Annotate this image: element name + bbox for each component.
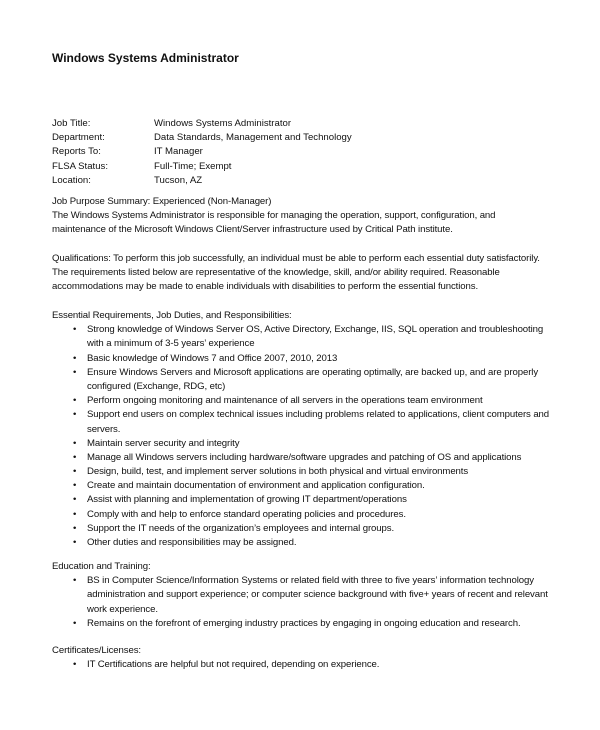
list-item-line: Manage all Windows servers including hardware/software upgrades and patching of OS and applications bbox=[87, 451, 522, 463]
list-item-line: Other duties and responsibilities may be assigned. bbox=[87, 537, 297, 548]
list-item bbox=[52, 465, 582, 479]
bullet-icon: • bbox=[73, 617, 77, 629]
list-item-line: IT Certifications are helpful but not required, depending on experience. bbox=[87, 659, 380, 671]
info-row bbox=[52, 131, 582, 145]
summary-line: Job Purpose Summary: Experienced (Non-Manager) bbox=[52, 196, 272, 207]
list-item-line: BS in Computer Science/Information Systems or related field with three to five years’ information technology bbox=[87, 575, 534, 587]
info-label: Location: bbox=[52, 174, 91, 186]
info-row bbox=[52, 174, 582, 188]
list-item bbox=[52, 574, 582, 617]
bullet-icon: • bbox=[73, 324, 77, 336]
bullet-icon: • bbox=[73, 366, 77, 378]
list-item bbox=[52, 408, 582, 436]
bullet-icon: • bbox=[73, 437, 77, 449]
info-label: Department: bbox=[52, 132, 105, 144]
list-item bbox=[52, 658, 582, 672]
info-row bbox=[52, 160, 582, 174]
info-label: Job Title: bbox=[52, 118, 91, 129]
education-list bbox=[52, 574, 582, 631]
list-item bbox=[52, 479, 582, 493]
list-item-line: Support end users on complex technical issues including problems related to applications, client computers and bbox=[87, 409, 550, 421]
list-item-line: Design, build, test, and implement server solutions in both physical and virtual environments bbox=[87, 466, 469, 478]
list-item bbox=[52, 394, 582, 408]
list-item bbox=[52, 437, 582, 451]
info-label: Reports To: bbox=[52, 146, 101, 158]
list-item-line: Basic knowledge of Windows 7 and Office 2007, 2010, 2013 bbox=[87, 352, 338, 364]
list-item-line: Support the IT needs of the organization’s employees and internal groups. bbox=[87, 522, 395, 534]
essential-section bbox=[52, 309, 582, 550]
list-item-line: Comply with and help to enforce standard operating policies and procedures. bbox=[87, 508, 406, 520]
bullet-icon: • bbox=[73, 508, 77, 520]
certificates-section bbox=[52, 644, 582, 672]
qualifications-line: Qualifications: To perform this job successfully, an individual must be able to perform each essential duty satisfactorily. bbox=[52, 253, 540, 264]
qualifications bbox=[52, 252, 582, 295]
essential-heading: Essential Requirements, Job Duties, and Responsibilities: bbox=[52, 310, 292, 321]
list-item-line: Perform ongoing monitoring and maintenance of all servers in the operations team environment bbox=[87, 395, 483, 407]
list-item-line: Remains on the forefront of emerging industry practices by engaging in ongoing education and research. bbox=[87, 617, 521, 629]
info-value: IT Manager bbox=[154, 146, 203, 158]
list-item-line: Strong knowledge of Windows Server OS, Active Directory, Exchange, IIS, SQL operation and troubleshooting bbox=[87, 324, 544, 336]
bullet-icon: • bbox=[73, 395, 77, 407]
education-heading: Education and Training: bbox=[52, 561, 151, 572]
summary-line: The Windows Systems Administrator is responsible for managing the operation, support, configuration, and bbox=[52, 210, 496, 222]
list-item bbox=[52, 522, 582, 536]
bullet-icon: • bbox=[73, 575, 77, 587]
certificates-heading: Certificates/Licenses: bbox=[52, 645, 141, 656]
list-item bbox=[52, 323, 582, 351]
bullet-icon: • bbox=[73, 537, 77, 548]
bullet-icon: • bbox=[73, 522, 77, 534]
info-row bbox=[52, 117, 582, 131]
certificates-list bbox=[52, 658, 582, 672]
document-title: Windows Systems Administrator bbox=[52, 51, 239, 65]
list-item-line: Create and maintain documentation of environment and application configuration. bbox=[87, 480, 425, 492]
list-item bbox=[52, 493, 582, 507]
list-item bbox=[52, 536, 582, 550]
list-item bbox=[52, 451, 582, 465]
info-value: Tucson, AZ bbox=[154, 174, 203, 186]
qualifications-line: The requirements listed below are representative of the knowledge, skill, and/or ability required. Reasonable bbox=[52, 267, 500, 279]
list-item-line: Ensure Windows Servers and Microsoft applications are operating optimally, are backed up, and are properly bbox=[87, 366, 539, 378]
list-item bbox=[52, 352, 582, 366]
bullet-icon: • bbox=[73, 494, 77, 506]
qualifications-line: accommodations may be made to enable individuals with disabilities to perform the essential functions. bbox=[52, 281, 479, 293]
list-item bbox=[52, 366, 582, 394]
list-item-line: administration and support experience; or computer science background with five+ years of recent and relevant bbox=[87, 589, 548, 601]
education-section bbox=[52, 560, 582, 631]
list-item-line: servers. bbox=[87, 423, 121, 435]
bullet-icon: • bbox=[73, 466, 77, 478]
info-label: FLSA Status: bbox=[52, 160, 108, 172]
list-item bbox=[52, 508, 582, 522]
list-item-line: work experience. bbox=[87, 603, 158, 615]
bullet-icon: • bbox=[73, 451, 77, 463]
list-item bbox=[52, 617, 582, 631]
job-info bbox=[52, 117, 582, 188]
job-summary bbox=[52, 195, 582, 238]
list-item-line: Maintain server security and integrity bbox=[87, 437, 240, 449]
bullet-icon: • bbox=[73, 659, 77, 671]
info-value: Full-Time; Exempt bbox=[154, 160, 232, 172]
list-item-line: with a minimum of 3-5 years’ experience bbox=[87, 338, 255, 350]
bullet-icon: • bbox=[73, 409, 77, 421]
info-row bbox=[52, 145, 582, 159]
info-value: Windows Systems Administrator bbox=[154, 118, 292, 129]
essential-list bbox=[52, 323, 582, 550]
summary-line: maintenance of the Microsoft Windows Client/Server infrastructure used by Critical Path institute. bbox=[52, 224, 453, 236]
info-value: Data Standards, Management and Technology bbox=[154, 132, 352, 144]
list-item-line: Assist with planning and implementation of growing IT department/operations bbox=[87, 494, 407, 506]
list-item-line: configured (Exchange, RDG, etc) bbox=[87, 380, 226, 392]
bullet-icon: • bbox=[73, 480, 77, 492]
bullet-icon: • bbox=[73, 352, 77, 364]
